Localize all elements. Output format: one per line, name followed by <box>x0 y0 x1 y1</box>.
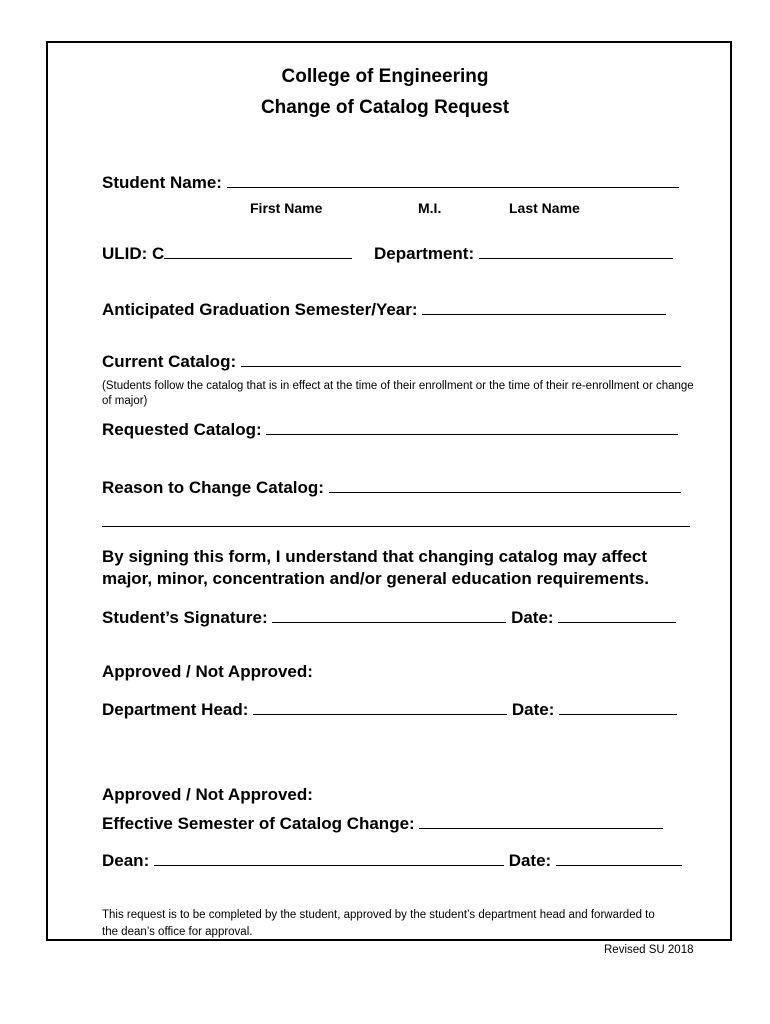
effective-semester-label: Effective Semester of Catalog Change: <box>102 814 415 833</box>
current-catalog-label: Current Catalog: <box>102 352 237 371</box>
reason-row <box>102 477 681 498</box>
department-head-date-field[interactable] <box>559 699 677 715</box>
form-title-request: Change of Catalog Request <box>260 97 510 118</box>
ulid-row <box>102 243 352 264</box>
statement-line2: major, minor, concentration and/or general education requirements. <box>102 569 649 588</box>
approval-status-dept: Approved / Not Approved: <box>102 662 313 681</box>
effective-semester-field[interactable] <box>419 813 663 829</box>
department-row <box>374 243 673 264</box>
requested-catalog-label: Requested Catalog: <box>102 420 262 439</box>
ulid-field[interactable] <box>164 243 352 259</box>
dean-label: Dean: <box>102 851 150 870</box>
requested-catalog-field[interactable] <box>266 419 678 435</box>
mi-sublabel: M.I. <box>418 200 442 216</box>
department-head-label: Department Head: <box>102 700 249 719</box>
department-head-row <box>102 699 677 720</box>
student-name-row <box>102 172 679 193</box>
dean-row <box>102 850 682 871</box>
graduation-label: Anticipated Graduation Semester/Year: <box>102 300 418 319</box>
statement-line1: By signing this form, I understand that changing catalog may affect <box>102 547 648 566</box>
first-name-sublabel: First Name <box>250 200 323 216</box>
dean-date-field[interactable] <box>556 850 682 866</box>
last-name-sublabel: Last Name <box>509 200 580 216</box>
dean-date-label: Date: <box>508 851 552 870</box>
catalog-policy-note: (Students follow the catalog that is in effect at the time of their enrollment or the time of their re-enrollment or change of major) <box>102 380 694 407</box>
current-catalog-row <box>102 351 681 372</box>
student-signature-field[interactable] <box>272 607 506 623</box>
reason-field-line1[interactable] <box>329 477 681 493</box>
department-field[interactable] <box>479 243 673 259</box>
student-signature-label: Student’s Signature: <box>102 608 268 627</box>
effective-semester-row <box>102 813 663 834</box>
reason-label: Reason to Change Catalog: <box>102 478 324 497</box>
reason-continuation-row <box>102 511 690 532</box>
current-catalog-field[interactable] <box>241 351 681 367</box>
approval-status-dean: Approved / Not Approved: <box>102 785 313 804</box>
graduation-field[interactable] <box>422 299 666 315</box>
reason-field-line2[interactable] <box>102 511 690 527</box>
routing-instructions: This request is to be completed by the student, approved by the student’s department head and forwarded to the dean’s office for approval. <box>102 909 655 938</box>
student-name-field[interactable] <box>227 172 679 188</box>
student-name-label: Student Name: <box>102 173 222 192</box>
student-signature-row <box>102 607 676 628</box>
dean-signature-field[interactable] <box>154 850 504 866</box>
graduation-row <box>102 299 666 320</box>
ulid-label: ULID: C <box>102 244 165 263</box>
requested-catalog-row <box>102 419 678 440</box>
student-date-label: Date: <box>511 608 554 627</box>
department-label: Department: <box>374 244 475 263</box>
department-head-date-label: Date: <box>511 700 555 719</box>
student-date-field[interactable] <box>558 607 676 623</box>
department-head-field[interactable] <box>253 699 507 715</box>
revision-note: Revised SU 2018 <box>604 944 694 956</box>
form-title-college: College of Engineering <box>281 66 489 87</box>
